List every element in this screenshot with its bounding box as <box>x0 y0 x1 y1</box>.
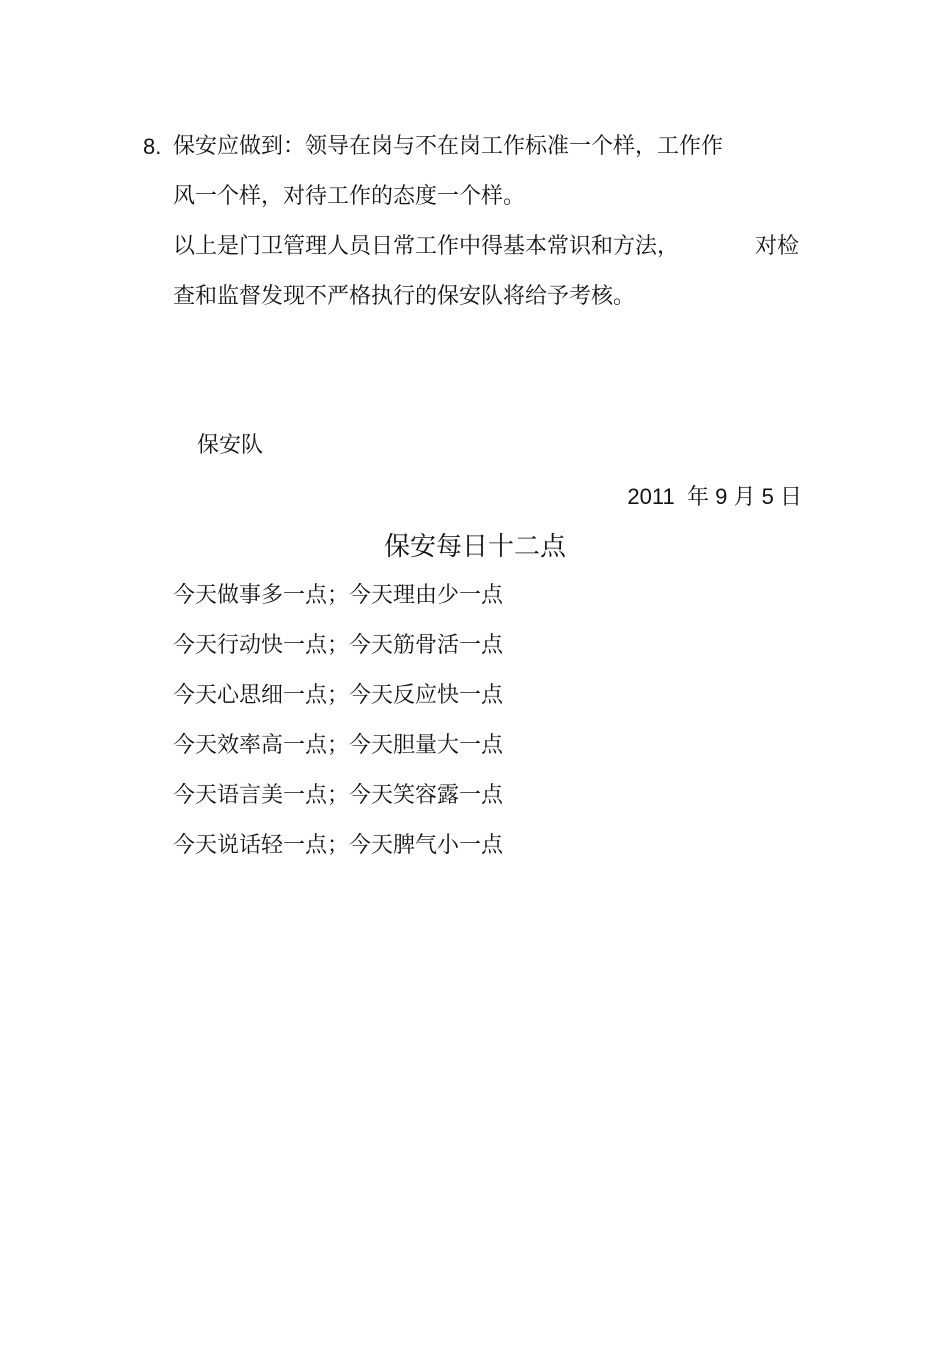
point-line-4: 今天效率高一点；今天胆量大一点 <box>173 733 504 758</box>
rule-8-line-2: 风一个样，对待工作的态度一个样。 <box>173 184 526 209</box>
rule-8-line-1: 保安应做到：领导在岗与不在岗工作标准一个样，工作作 <box>173 134 724 159</box>
signature: 保安队 <box>197 433 264 458</box>
point-line-5: 今天语言美一点；今天笑容露一点 <box>173 783 504 808</box>
date-day: 5 <box>761 484 774 509</box>
point-line-2: 今天行动快一点；今天筋骨活一点 <box>173 633 504 658</box>
date-year-unit: 年 <box>686 485 709 510</box>
date-month: 9 <box>715 484 728 509</box>
point-line-6: 今天说话轻一点；今天脾气小一点 <box>173 833 504 858</box>
date-year: 2011 <box>627 484 675 509</box>
point-line-3: 今天心思细一点；今天反应快一点 <box>173 683 504 708</box>
date <box>627 484 802 511</box>
section-title: 保安每日十二点 <box>383 532 566 562</box>
rule-number: 8. <box>143 134 162 159</box>
date-day-unit: 日 <box>779 485 802 510</box>
summary-line-1-left: 以上是门卫管理人员日常工作中得基本常识和方法， <box>173 234 680 259</box>
summary-line-2: 查和监督发现不严格执行的保安队将给予考核。 <box>173 284 636 309</box>
point-line-1: 今天做事多一点；今天理由少一点 <box>173 583 504 608</box>
date-month-unit: 月 <box>733 485 756 510</box>
summary-line-1-right: 对检 <box>755 234 800 259</box>
